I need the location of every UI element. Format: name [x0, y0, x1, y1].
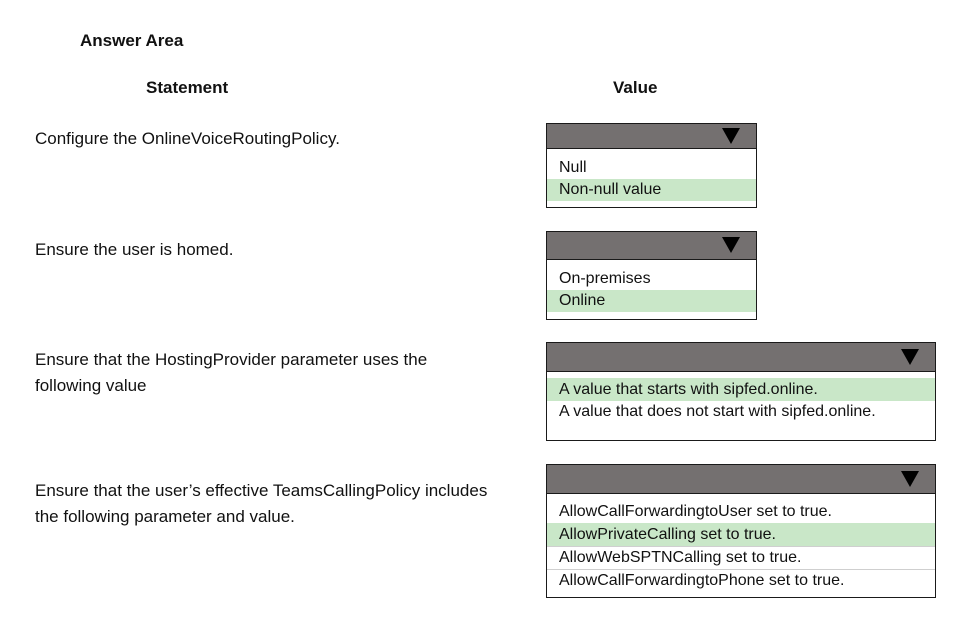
answer-area-title: Answer Area [80, 31, 184, 50]
triangle-down-icon[interactable] [901, 471, 919, 487]
statement-2: Ensure the user is homed. [35, 240, 234, 259]
dropdown-4-option-allow-call-forwarding-to-phone[interactable]: AllowCallForwardingtoPhone set to true. [547, 569, 935, 592]
statement-4: Ensure that the user’s effective TeamsCallingPolicy includes the following parameter and value. [35, 481, 488, 526]
dropdown-2[interactable] [546, 231, 757, 320]
triangle-down-icon[interactable] [722, 128, 740, 144]
dropdown-1-option-non-null-value[interactable]: Non-null value [547, 179, 756, 201]
dropdown-3[interactable] [546, 342, 936, 441]
dropdown-2-header[interactable] [547, 232, 756, 260]
statement-column-header: Statement [146, 78, 229, 97]
value-column-header: Value [613, 78, 658, 97]
dropdown-4[interactable] [546, 464, 936, 598]
dropdown-3-header[interactable] [547, 343, 935, 372]
dropdown-2-option-on-premises[interactable]: On-premises [559, 270, 651, 287]
dropdown-1-option-null[interactable]: Null [559, 159, 587, 176]
dropdown-4-option-allow-web-sptn-calling[interactable]: AllowWebSPTNCalling set to true. [547, 546, 935, 569]
dropdown-4-header[interactable] [547, 465, 935, 494]
dropdown-4-option-allow-private-calling[interactable]: AllowPrivateCalling set to true. [547, 523, 935, 546]
dropdown-3-option-not-starts-with-sipfed[interactable]: A value that does not start with sipfed.online. [559, 403, 876, 420]
dropdown-4-option-allow-call-forwarding-to-user[interactable]: AllowCallForwardingtoUser set to true. [559, 503, 832, 520]
dropdown-3-option-starts-with-sipfed[interactable]: A value that starts with sipfed.online. [547, 378, 935, 401]
statement-1: Configure the OnlineVoiceRoutingPolicy. [35, 129, 340, 148]
dropdown-2-option-online[interactable]: Online [547, 290, 756, 312]
triangle-down-icon[interactable] [722, 237, 740, 253]
dropdown-1-header[interactable] [547, 124, 756, 149]
dropdown-1[interactable] [546, 123, 757, 208]
statement-3: Ensure that the HostingProvider parameter uses the following value [35, 350, 428, 395]
triangle-down-icon[interactable] [901, 349, 919, 365]
